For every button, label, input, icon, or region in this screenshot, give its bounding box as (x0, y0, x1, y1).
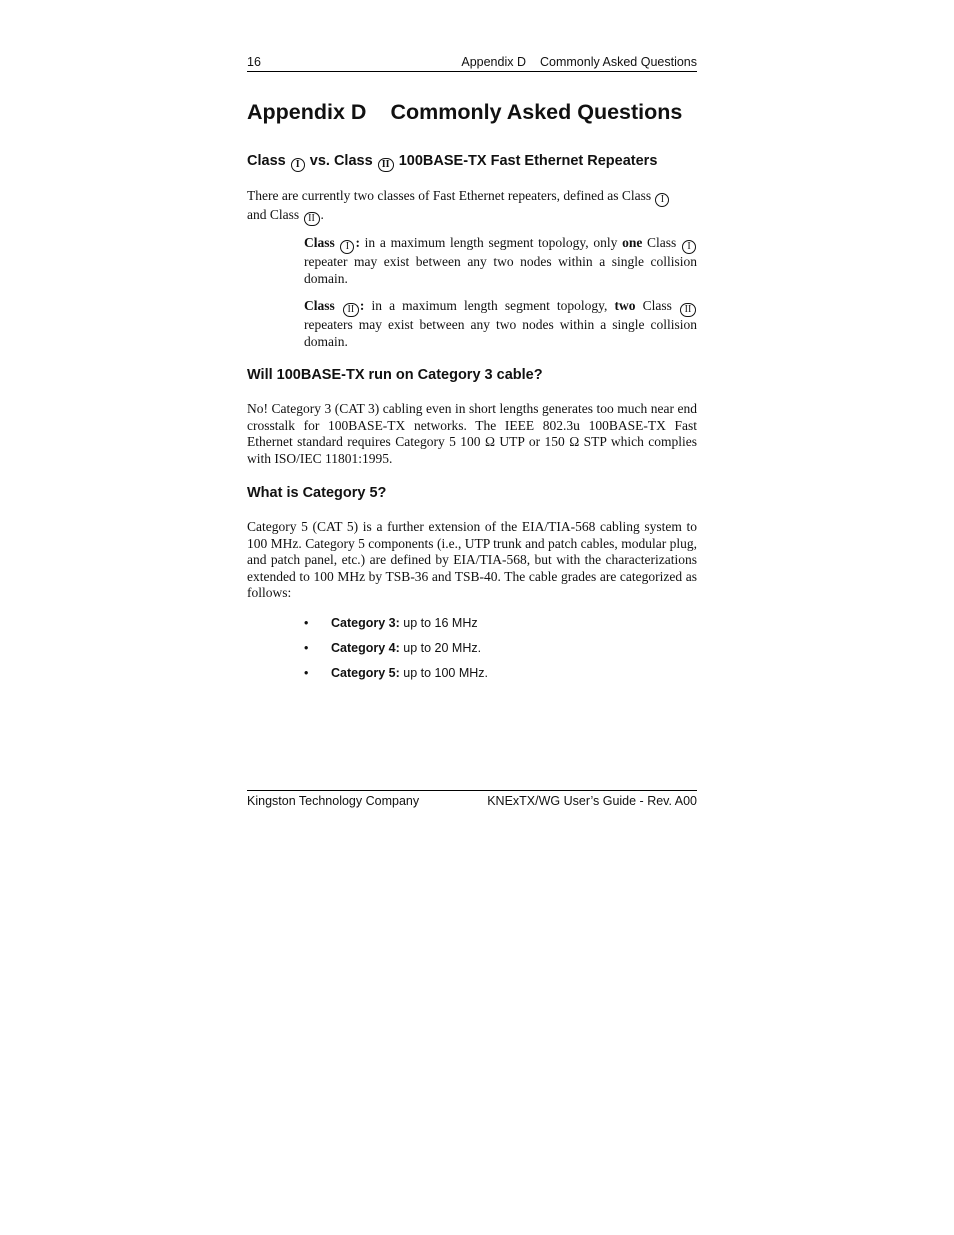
list-item: • Category 4: up to 20 MHz. (304, 641, 482, 655)
category-5-paragraph: Category 5 (CAT 5) is a further extension of the EIA/TIA-568 cabling system to 100 MHz. Category 5 components (i.e., UTP trunk and patch cables, modular plug, and patch panel, etc.) are defined by EIA/TIA-568, but with the characterizations extended to 100 MHz by TSB-36 and TSB-40. The cable grades are categorized as follows: (247, 519, 697, 601)
section-heading-category-3: Will 100BASE-TX run on Category 3 cable? (247, 367, 543, 383)
section-heading-category-5: What is Category 5? (247, 485, 387, 501)
bullet-glyph: • (304, 616, 309, 630)
class-one-symbol: I (655, 193, 669, 207)
footer-company: Kingston Technology Company (247, 794, 420, 808)
list-item: • Category 3: up to 16 MHz (304, 616, 478, 630)
class-two-symbol: II (304, 212, 320, 226)
running-footer (247, 790, 697, 808)
class-two-symbol: II (343, 303, 359, 317)
category-3-paragraph: No! Category 3 (CAT 3) cabling even in short lengths generates too much near end crosstalk for 100BASE-TX networks. The IEEE 802.3u 100BASE-TX Fast Ethernet standard requires Category 5 100 Ω UTP or 150 Ω STP which complies with ISO/IEC 11801:1995. (247, 401, 697, 466)
category-grade-list (304, 616, 488, 691)
class-one-symbol: I (340, 240, 354, 254)
repeater-intro-paragraph: There are currently two classes of Fast Ethernet repeaters, defined as Class I and Class II . (247, 188, 697, 226)
running-header (247, 55, 697, 72)
header-title: Appendix D Commonly Asked Questions (461, 55, 697, 69)
class-two-symbol: II (680, 303, 696, 317)
footer-guide-title: KNExTX/WG User’s Guide - Rev. A00 (487, 794, 697, 808)
bullet-glyph: • (304, 666, 309, 680)
class-one-definition: Class I : in a maximum length segment topology, only one Class I repeater may exist between any two nodes within a single collision domain. (304, 235, 697, 286)
chapter-title: Appendix D Commonly Asked Questions (247, 100, 683, 124)
class-two-symbol: II (378, 158, 394, 172)
class-one-symbol: I (682, 240, 696, 254)
list-item: • Category 5: up to 100 MHz. (304, 666, 489, 680)
page-number: 16 (247, 55, 261, 69)
class-one-symbol: I (291, 158, 305, 172)
class-two-definition: Class II : in a maximum length segment topology, two Class II repeaters may exist between any two nodes within a single collision domain. (304, 298, 697, 349)
section-heading-repeater-classes: Class I vs. Class II 100BASE-TX Fast Ethernet Repeaters (247, 153, 658, 170)
bullet-glyph: • (304, 641, 309, 655)
